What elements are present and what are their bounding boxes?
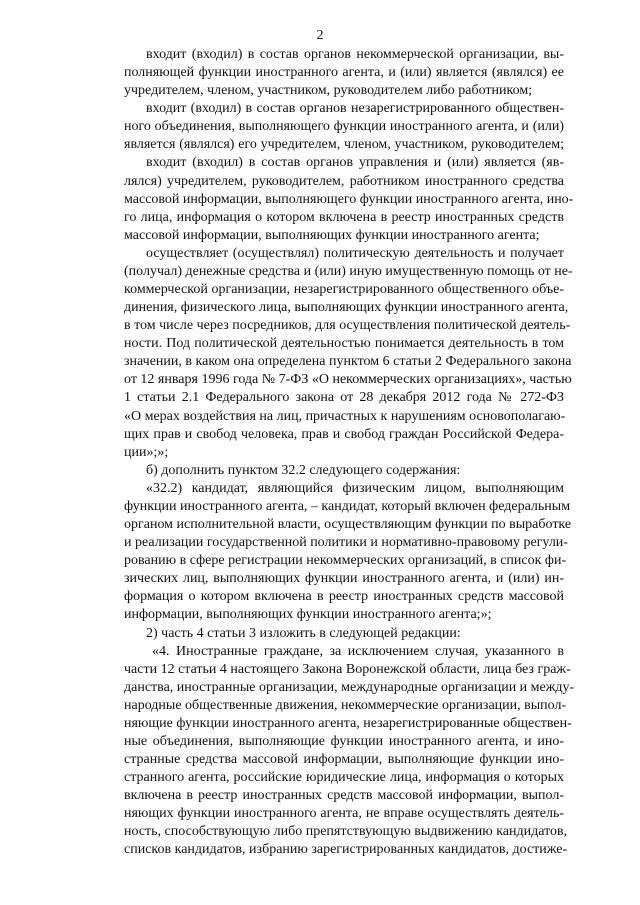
text-line: ные объединения, выполняющие функции иностранного агента, и ино-	[124, 733, 564, 749]
text-line: части 12 статьи 4 настоящего Закона Воронежской области, лица без граж-	[124, 661, 571, 677]
text-line: странного агента, российские юридические лица, информация о которых	[124, 770, 564, 786]
text-line: включена в реестр иностранных средств массовой информации, выпол-	[124, 788, 564, 804]
text-line: 1 статьи 2.1 Федерального закона от 28 декабря 2012 года № 272-ФЗ	[124, 390, 564, 406]
text-line: зических лиц, выполняющих функции иностранного агента, и (или) ин-	[124, 571, 564, 587]
text-line: входит (входил) в состав органов управления и (или) является (яв-	[146, 155, 564, 171]
text-line: 2) часть 4 статьи 3 изложить в следующей редакции:	[146, 625, 461, 641]
text-line: лялся) учредителем, руководителем, работником иностранного средства	[124, 173, 564, 189]
text-line: функции иностранного агента, – кандидат, который включен федеральным	[124, 498, 571, 514]
text-line: массовой информации, выполняющих функции иностранного агента;	[124, 227, 540, 243]
text-line: информации, выполняющих функции иностранного агента;»;	[124, 607, 492, 623]
text-line: учредителем, членом, участником, руководителем либо работником;	[124, 83, 533, 99]
text-line: «32.2) кандидат, являющийся физическим лицом, выполняющим	[146, 480, 564, 496]
text-line: (получал) денежные средства и (или) иную имущественную помощь от не-	[124, 263, 573, 279]
text-line: ции»;»;	[124, 444, 169, 460]
text-line: является (являлся) его учредителем, членом, участником, руководителем;	[124, 137, 564, 153]
document-body	[124, 46, 575, 860]
text-line: ности. Под политической деятельностью понимается деятельность в том	[124, 336, 564, 352]
text-line: осуществляет (осуществлял) политическую деятельность и получает	[146, 245, 564, 261]
text-line: входит (входил) в состав органов некоммерческой организации, вы-	[146, 47, 564, 62]
text-line: няющих функции иностранного агента, не вправе осуществлять деятель-	[124, 806, 564, 822]
text-line: данства, иностранные организации, международные организации и между-	[124, 679, 575, 695]
text-line: значении, в каком она определена пунктом 6 статьи 2 Федерального закона	[124, 354, 572, 370]
text-line: полняющей функции иностранного агента, и (или) является (являлся) ее	[124, 65, 564, 81]
text-line: странные средства массовой информации, выполняющие функции ино-	[124, 752, 564, 768]
text-line: органом исполнительной власти, осуществляющим функции по выработке	[124, 517, 572, 533]
text-line: и реализации государственной политики и нормативно-правовому регули-	[124, 535, 568, 551]
text-line: «4. Иностранные граждане, за исключением случая, указанного в	[152, 643, 564, 659]
text-line: от 12 января 1996 года № 7-ФЗ «О некоммерческих организациях», частью	[124, 372, 572, 388]
text-line: ного объединения, выполняющего функции иностранного агента, и (или)	[124, 119, 564, 135]
text-line: «О мерах воздействия на лиц, причастных к нарушениям основополагаю-	[124, 408, 566, 424]
text-line: в том числе через посредников, для осуществления политической деятель-	[124, 318, 571, 334]
text-line: коммерческой организации, незарегистрированного общественного объе-	[124, 282, 564, 298]
text-line: ность, способствующую либо препятствующую выдвижению кандидатов,	[124, 824, 568, 840]
text-line: динения, физического лица, выполняющих функции иностранного агента,	[124, 300, 569, 316]
text-line: народные общественные движения, некоммерческие организации, выпол-	[124, 697, 567, 713]
text-line: массовой информации, выполняющего функции иностранного агента, ино-	[124, 191, 574, 207]
text-line: го лица, информация о котором включена в реестр иностранных средств	[124, 209, 564, 225]
text-line: б) дополнить пунктом 32.2 следующего содержания:	[146, 462, 461, 478]
page-number: 2	[316, 28, 324, 43]
text-line: рованию в сфере регистрации некоммерческих организаций, в список фи-	[124, 553, 567, 569]
text-line: списков кандидатов, избранию зарегистрированных кандидатов, достиже-	[124, 842, 568, 858]
text-line: няющие функции иностранного агента, незарегистрированные обществен-	[124, 715, 572, 731]
text-line: формация о котором включена в реестр иностранных средств массовой	[124, 589, 564, 605]
text-line: входит (входил) в состав органов незарегистрированного обществен-	[146, 101, 564, 117]
text-line: щих прав и свобод человека, прав и свобод граждан Российской Федера-	[124, 426, 564, 442]
